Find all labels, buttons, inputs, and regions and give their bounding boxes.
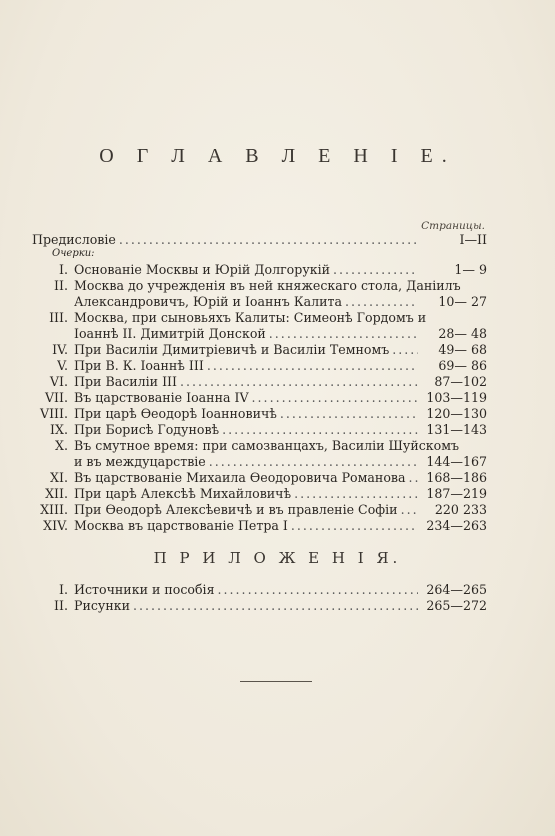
- toc-entry-row: [32, 486, 487, 502]
- entry-number: XII.: [45, 486, 68, 501]
- entry-number: IV.: [52, 342, 68, 357]
- leader-dots: [252, 390, 418, 406]
- leader-dots: [133, 598, 418, 614]
- leader-dots: [294, 486, 418, 502]
- entry-text: При В. К. Іоаннѣ III: [74, 358, 204, 373]
- toc-entry-row: [32, 342, 487, 358]
- entry-number: VII.: [44, 390, 68, 405]
- leader-dots: [409, 470, 418, 486]
- entry-number: III.: [49, 310, 68, 325]
- appendix-row: [32, 598, 487, 614]
- entry-pages: 28— 48: [438, 326, 487, 341]
- entry-pages: 187—219: [426, 486, 487, 501]
- entry-number: X.: [55, 438, 68, 453]
- leader-dots: [280, 406, 418, 422]
- entry-text: Москва, при сыновьяхъ Калиты: Симеонѣ Гордомъ и: [74, 310, 427, 325]
- leader-dots: [291, 518, 418, 534]
- entry-text: Москва въ царствованіе Петра I: [74, 518, 288, 533]
- toc-entry-row: [32, 262, 487, 278]
- entry-text: Основаніе Москвы и Юрій Долгорукій: [74, 262, 331, 277]
- leader-dots: [333, 262, 418, 278]
- entry-pages: 131—143: [426, 422, 487, 437]
- entry-number: VIII.: [39, 406, 68, 421]
- appendix-list: [32, 582, 487, 614]
- toc-entry-row: [32, 358, 487, 374]
- entry-text: При Борисѣ Годуновѣ: [74, 422, 220, 437]
- appendix-text: Источники и пособія: [74, 582, 215, 597]
- entry-number: XIII.: [40, 502, 68, 517]
- entry-text: При Василіи Димитріевичѣ и Василіи Темномъ: [74, 342, 390, 357]
- page-title: О Г Л А В Л Е Н І Е.: [99, 145, 456, 167]
- appendix-number: II.: [54, 598, 68, 613]
- entry-number: I.: [59, 262, 68, 277]
- toc-entry-row: [32, 294, 487, 310]
- entry-text: При Василіи III: [74, 374, 178, 389]
- entry-pages: 234—263: [426, 518, 487, 533]
- entry-number: XIV.: [43, 518, 68, 533]
- leader-dots: [207, 358, 418, 374]
- toc-entry-row: [32, 470, 487, 486]
- appendix-text: Рисунки: [74, 598, 130, 613]
- toc-preface: [32, 232, 487, 260]
- pages-column-heading: Страницы.: [421, 220, 485, 232]
- entry-pages: 1— 9: [454, 262, 487, 277]
- preface-pages: I—II: [459, 232, 487, 247]
- leader-dots: [209, 454, 418, 470]
- toc-entry-row: [32, 278, 487, 294]
- end-rule: [240, 681, 312, 682]
- entry-number: IX.: [50, 422, 68, 437]
- leader-dots: [269, 326, 418, 342]
- entry-pages: 49— 68: [438, 342, 487, 357]
- entry-text: Въ царствованіе Іоанна IV: [74, 390, 249, 405]
- toc-entry-row: [32, 454, 487, 470]
- entry-text: Москва до учрежденія въ ней княжескаго стола, Даніилъ: [74, 278, 461, 293]
- toc-entry-row: [32, 390, 487, 406]
- entry-pages: 120—130: [426, 406, 487, 421]
- toc-entry-row: [32, 422, 487, 438]
- entry-text: При царѣ Алексѣѣ Михайловичѣ: [74, 486, 292, 501]
- toc-entry-row: [32, 310, 487, 326]
- leader-dots: [345, 294, 418, 310]
- toc-entry-row: [32, 326, 487, 342]
- appendix-number: I.: [59, 582, 68, 597]
- entry-number: XI.: [50, 470, 68, 485]
- leader-dots: [401, 502, 418, 518]
- entry-text: Іоаннѣ II. Димитрій Донской: [74, 326, 266, 341]
- entry-pages: 87—102: [434, 374, 487, 389]
- preface-row: [32, 232, 487, 248]
- entry-pages: 103—119: [426, 390, 487, 405]
- entry-text: Въ царствованіе Михаила Ѳеодоровича Романова: [74, 470, 406, 485]
- entry-pages: 168—186: [426, 470, 487, 485]
- preface-label: Предисловіе: [32, 232, 116, 247]
- leader-dots: [218, 582, 418, 598]
- toc-entry-row: [32, 406, 487, 422]
- entry-text: При царѣ Ѳеодорѣ Іоанновичѣ: [74, 406, 277, 421]
- toc-entries: [32, 262, 487, 534]
- entry-text: Александровичъ, Юрій и Іоаннъ Калита: [74, 294, 342, 309]
- toc-entry-row: [32, 374, 487, 390]
- entry-pages: 144—167: [426, 454, 487, 469]
- entry-text: и въ междуцарствіе: [74, 454, 206, 469]
- toc-entry-row: [32, 502, 487, 518]
- entry-number: II.: [54, 278, 68, 293]
- entry-text: При Ѳеодорѣ Алексѣевичѣ и въ правленіе Софіи: [74, 502, 398, 517]
- entry-number: VI.: [49, 374, 68, 389]
- ocherki-label: Очерки:: [52, 248, 95, 259]
- leader-dots: [392, 342, 418, 358]
- entry-text: Въ смутное время: при самозванцахъ, Василіи Шуйскомъ: [74, 438, 460, 453]
- entry-pages: 220 233: [434, 502, 487, 517]
- entry-number: V.: [57, 358, 68, 373]
- leader-dots: [119, 232, 418, 248]
- leader-dots: [222, 422, 418, 438]
- appendix-pages: 265—272: [426, 598, 487, 613]
- appendix-title: П Р И Л О Ж Е Н І Я.: [153, 549, 402, 567]
- appendix-pages: 264—265: [426, 582, 487, 597]
- toc-entry-row: [32, 438, 487, 454]
- entry-pages: 10— 27: [438, 294, 487, 309]
- leader-dots: [180, 374, 418, 390]
- entry-pages: 69— 86: [438, 358, 487, 373]
- appendix-row: [32, 582, 487, 598]
- toc-entry-row: [32, 518, 487, 534]
